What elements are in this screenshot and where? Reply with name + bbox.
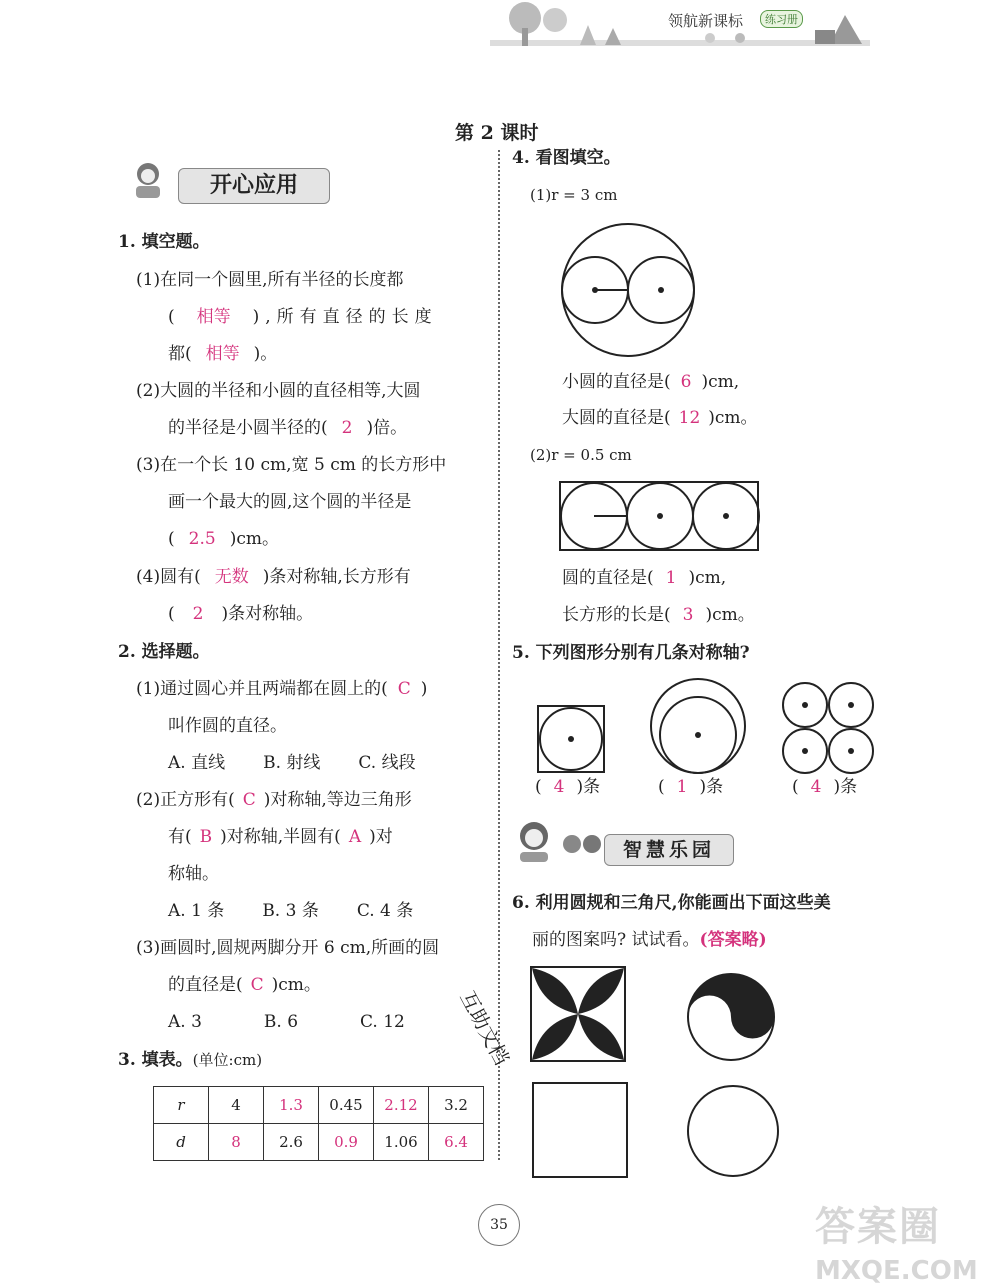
q2-options2: A. 1 条 B. 3 条 C. 4 条 bbox=[168, 901, 414, 921]
q3-title-line: 3. 填表。(单位:cm) bbox=[118, 1050, 263, 1070]
header-tag: 练习册 bbox=[760, 10, 803, 28]
table-cell: 1.3 bbox=[264, 1087, 319, 1124]
table-cell: 4 bbox=[209, 1087, 264, 1124]
lesson-title: 第 2 课时 bbox=[455, 122, 539, 144]
table-cell: 0.9 bbox=[319, 1124, 374, 1161]
q2-title: 2. 选择题。 bbox=[118, 642, 210, 662]
table-row-d bbox=[154, 1124, 484, 1161]
q1-title: 1. 填空题。 bbox=[118, 232, 210, 252]
q2-line7: 的直径是( C )cm。 bbox=[168, 975, 321, 995]
radius-diameter-table bbox=[153, 1086, 484, 1161]
column-divider bbox=[498, 150, 500, 1160]
q2-line4: 有( B )对称轴,半圆有( A )对 bbox=[168, 827, 393, 847]
q2-line3: (2)正方形有( C )对称轴,等边三角形 bbox=[136, 790, 412, 810]
q4-small-diameter: 小圆的直径是( 6 )cm, bbox=[562, 372, 740, 392]
q5-answer2: ( 1 )条 bbox=[658, 777, 724, 797]
q2-line5: 称轴。 bbox=[168, 864, 219, 884]
table-cell: 1.06 bbox=[374, 1124, 429, 1161]
q2-options1: A. 直线 B. 射线 C. 线段 bbox=[168, 753, 416, 773]
q2-options3: A. 3 B. 6 C. 12 bbox=[168, 1012, 405, 1032]
empty-square-canvas[interactable] bbox=[532, 1082, 628, 1178]
stamp-overlay: 互助文档 bbox=[455, 986, 515, 1069]
q6-line2: 丽的图案吗? 试试看。(答案略) bbox=[532, 930, 767, 950]
q1-line9: (4)圆有( 无数 )条对称轴,长方形有 bbox=[136, 567, 411, 587]
q4-part2: (2)r = 0.5 cm bbox=[530, 446, 632, 464]
table-cell: 2.12 bbox=[374, 1087, 429, 1124]
q2-line6: (3)画圆时,圆规两脚分开 6 cm,所画的圆 bbox=[136, 938, 440, 958]
table-cell: 8 bbox=[209, 1124, 264, 1161]
q2-line1: (1)通过圆心并且两端都在圆上的( C ) bbox=[136, 679, 428, 699]
q2-line2: 叫作圆的直径。 bbox=[168, 716, 287, 736]
four-circles-figure bbox=[780, 680, 876, 776]
q1-line6: (3)在一个长 10 cm,宽 5 cm 的长方形中 bbox=[136, 455, 447, 475]
q6-title: 6. 利用圆规和三角尺,你能画出下面这些美 bbox=[512, 893, 831, 913]
page-number: 35 bbox=[478, 1204, 520, 1246]
circles-in-rectangle-figure bbox=[558, 480, 762, 554]
tangent-circles-figure bbox=[648, 676, 748, 776]
q5-title: 5. 下列图形分别有几条对称轴? bbox=[512, 643, 750, 663]
table-cell: 0.45 bbox=[319, 1087, 374, 1124]
q1-line7: 画一个最大的圆,这个圆的半径是 bbox=[168, 492, 412, 512]
q4-circle-diameter: 圆的直径是( 1 )cm, bbox=[562, 568, 727, 588]
q1-line10: ( 2 )条对称轴。 bbox=[168, 604, 314, 624]
q1-line3: 都( 相等 )。 bbox=[168, 344, 278, 364]
q5-answer1: ( 4 )条 bbox=[535, 777, 601, 797]
q4-big-diameter: 大圆的直径是( 12 )cm。 bbox=[562, 408, 758, 428]
q1-line8: ( 2.5 )cm。 bbox=[168, 529, 279, 549]
q1-line2: ( 相等 ),所有直径的长度 bbox=[168, 307, 438, 327]
section-apply: 开心应用 bbox=[178, 168, 330, 204]
q1-line1: (1)在同一个圆里,所有半径的长度都 bbox=[136, 270, 404, 290]
table-row-r bbox=[154, 1087, 484, 1124]
nested-circles-figure bbox=[558, 220, 698, 360]
table-cell: 2.6 bbox=[264, 1124, 319, 1161]
petal-pattern-figure bbox=[530, 966, 626, 1062]
q4-title: 4. 看图填空。 bbox=[512, 148, 621, 168]
q1-line5: 的半径是小圆半径的( 2 )倍。 bbox=[168, 418, 408, 438]
q4-rect-length: 长方形的长是( 3 )cm。 bbox=[562, 605, 755, 625]
girl-mascot-icon bbox=[118, 160, 178, 200]
table-cell: 6.4 bbox=[429, 1124, 484, 1161]
table-cell: r bbox=[154, 1087, 209, 1124]
empty-circle-canvas[interactable] bbox=[686, 1084, 780, 1178]
q4-part1: (1)r = 3 cm bbox=[530, 186, 618, 204]
q5-answer3: ( 4 )条 bbox=[792, 777, 858, 797]
q1-line4: (2)大圆的半径和小圆的直径相等,大圆 bbox=[136, 381, 421, 401]
yin-yang-figure bbox=[686, 972, 776, 1062]
section-wisdom: 智慧乐园 bbox=[604, 834, 734, 866]
table-cell: 3.2 bbox=[429, 1087, 484, 1124]
table-cell: d bbox=[154, 1124, 209, 1161]
circle-in-square-figure bbox=[536, 704, 606, 774]
kids-mascot-icon bbox=[512, 818, 604, 864]
watermark: 答案圈 MXQE.COM bbox=[815, 1204, 978, 1286]
header-brand: 领航新课标 bbox=[668, 12, 744, 30]
